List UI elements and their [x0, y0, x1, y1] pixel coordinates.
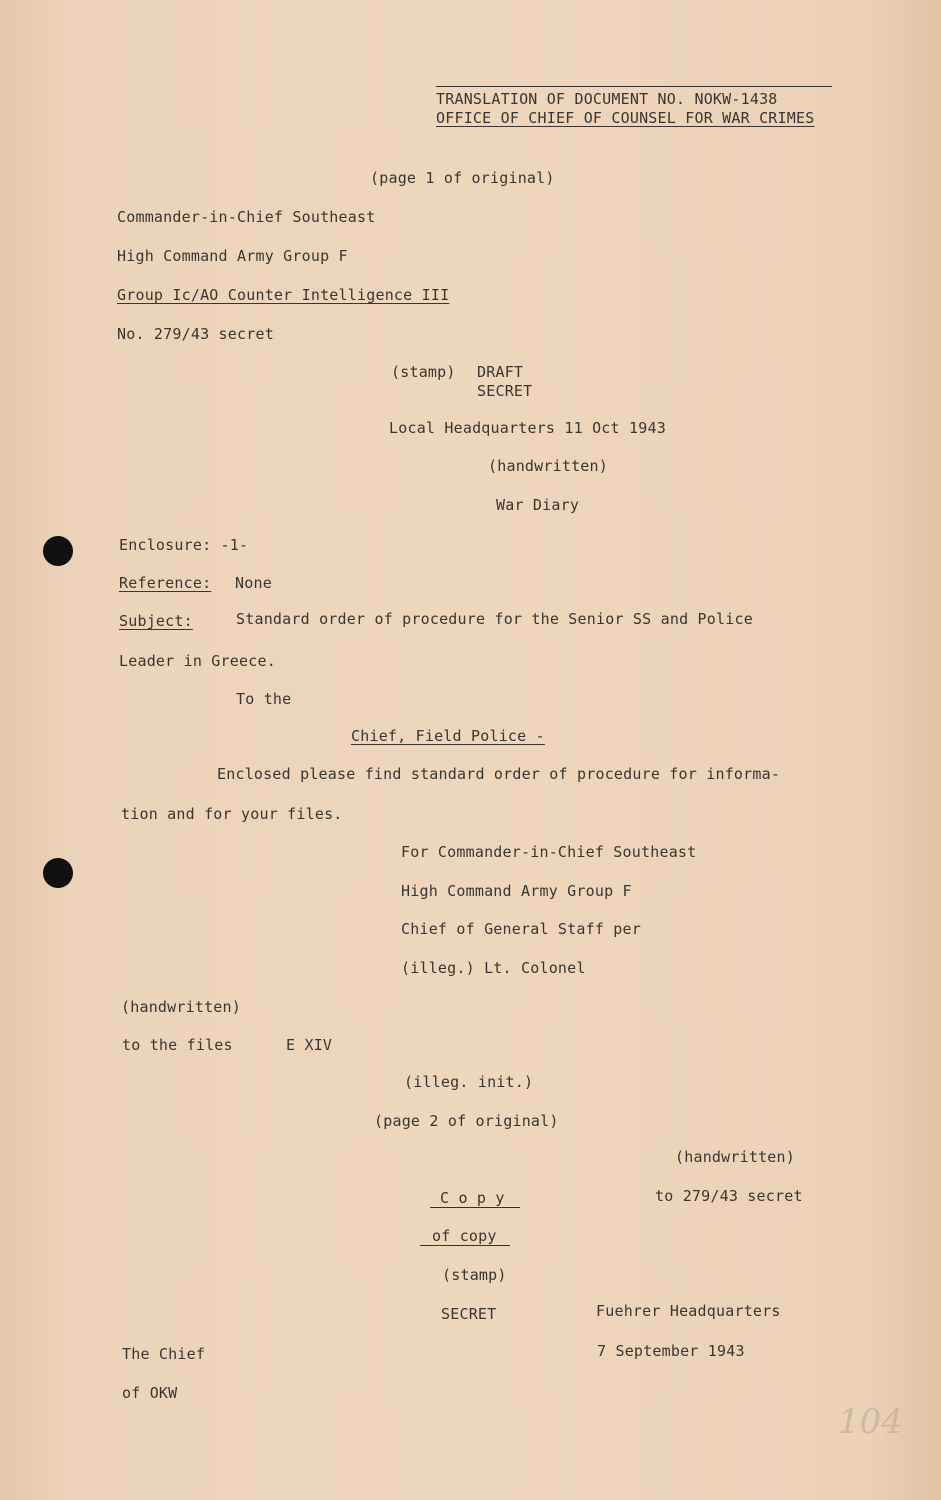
subject-value: Standard order of procedure for the Senior SS and Police: [236, 610, 753, 628]
punch-hole-bottom: [43, 858, 73, 888]
signature-line-1: For Commander-in-Chief Southeast: [401, 843, 697, 861]
body-line-1: Enclosed please find standard order of procedure for informa-: [217, 765, 781, 783]
handwritten-note-2: (handwritten): [121, 998, 241, 1016]
sender-line-4: No. 279/43 secret: [117, 325, 274, 343]
reference-secret: to 279/43 secret: [655, 1187, 803, 1205]
war-diary: War Diary: [496, 496, 580, 514]
of-copy: of copy: [432, 1227, 497, 1245]
body-line-2: tion and for your files.: [121, 805, 343, 823]
stamp-secret: SECRET: [477, 382, 533, 400]
place-date: Local Headquarters 11 Oct 1943: [389, 419, 666, 437]
sender-line-2: High Command Army Group F: [117, 247, 348, 265]
stamp-2-label: (stamp): [442, 1266, 507, 1284]
copy-heading: C o p y: [440, 1189, 505, 1207]
to-the-files-value: E XIV: [286, 1036, 333, 1054]
fuehrer-headquarters: Fuehrer Headquarters: [596, 1302, 781, 1320]
to-the-files-label: to the files: [122, 1036, 233, 1054]
of-okw: of OKW: [122, 1384, 178, 1402]
subject-label: Subject:: [119, 612, 193, 630]
handwritten-note-3: (handwritten): [675, 1148, 795, 1166]
handwritten-note-1: (handwritten): [488, 457, 608, 475]
signature-line-4: (illeg.) Lt. Colonel: [401, 959, 586, 977]
stamp-label: (stamp): [391, 363, 456, 381]
addressee: Chief, Field Police -: [351, 727, 545, 745]
stamp-draft: DRAFT: [477, 363, 524, 381]
header-office-line: OFFICE OF CHIEF OF COUNSEL FOR WAR CRIMES: [436, 109, 815, 127]
reference-value: None: [235, 574, 272, 592]
punch-hole-top: [43, 536, 73, 566]
the-chief: The Chief: [122, 1345, 206, 1363]
stamp-2-secret: SECRET: [441, 1305, 497, 1323]
handwritten-page-number: 104: [838, 1402, 903, 1442]
header-translation-line: TRANSLATION OF DOCUMENT NO. NOKW-1438: [436, 90, 778, 108]
reference-label: Reference:: [119, 574, 212, 592]
enclosure-line: Enclosure: -1-: [119, 536, 249, 554]
to-the: To the: [236, 690, 292, 708]
signature-line-3: Chief of General Staff per: [401, 920, 641, 938]
subject-continuation: Leader in Greece.: [119, 652, 276, 670]
header-top-rule: [436, 86, 832, 87]
signature-line-2: High Command Army Group F: [401, 882, 632, 900]
sender-line-3: Group Ic/AO Counter Intelligence III: [117, 286, 450, 304]
page-1-marker: (page 1 of original): [370, 169, 555, 187]
sender-line-1: Commander-in-Chief Southeast: [117, 208, 376, 226]
copy-underline: [430, 1207, 520, 1208]
date-2: 7 September 1943: [597, 1342, 745, 1360]
page-2-marker: (page 2 of original): [374, 1112, 559, 1130]
illegible-initials: (illeg. init.): [404, 1073, 534, 1091]
of-copy-underline: [420, 1245, 510, 1246]
